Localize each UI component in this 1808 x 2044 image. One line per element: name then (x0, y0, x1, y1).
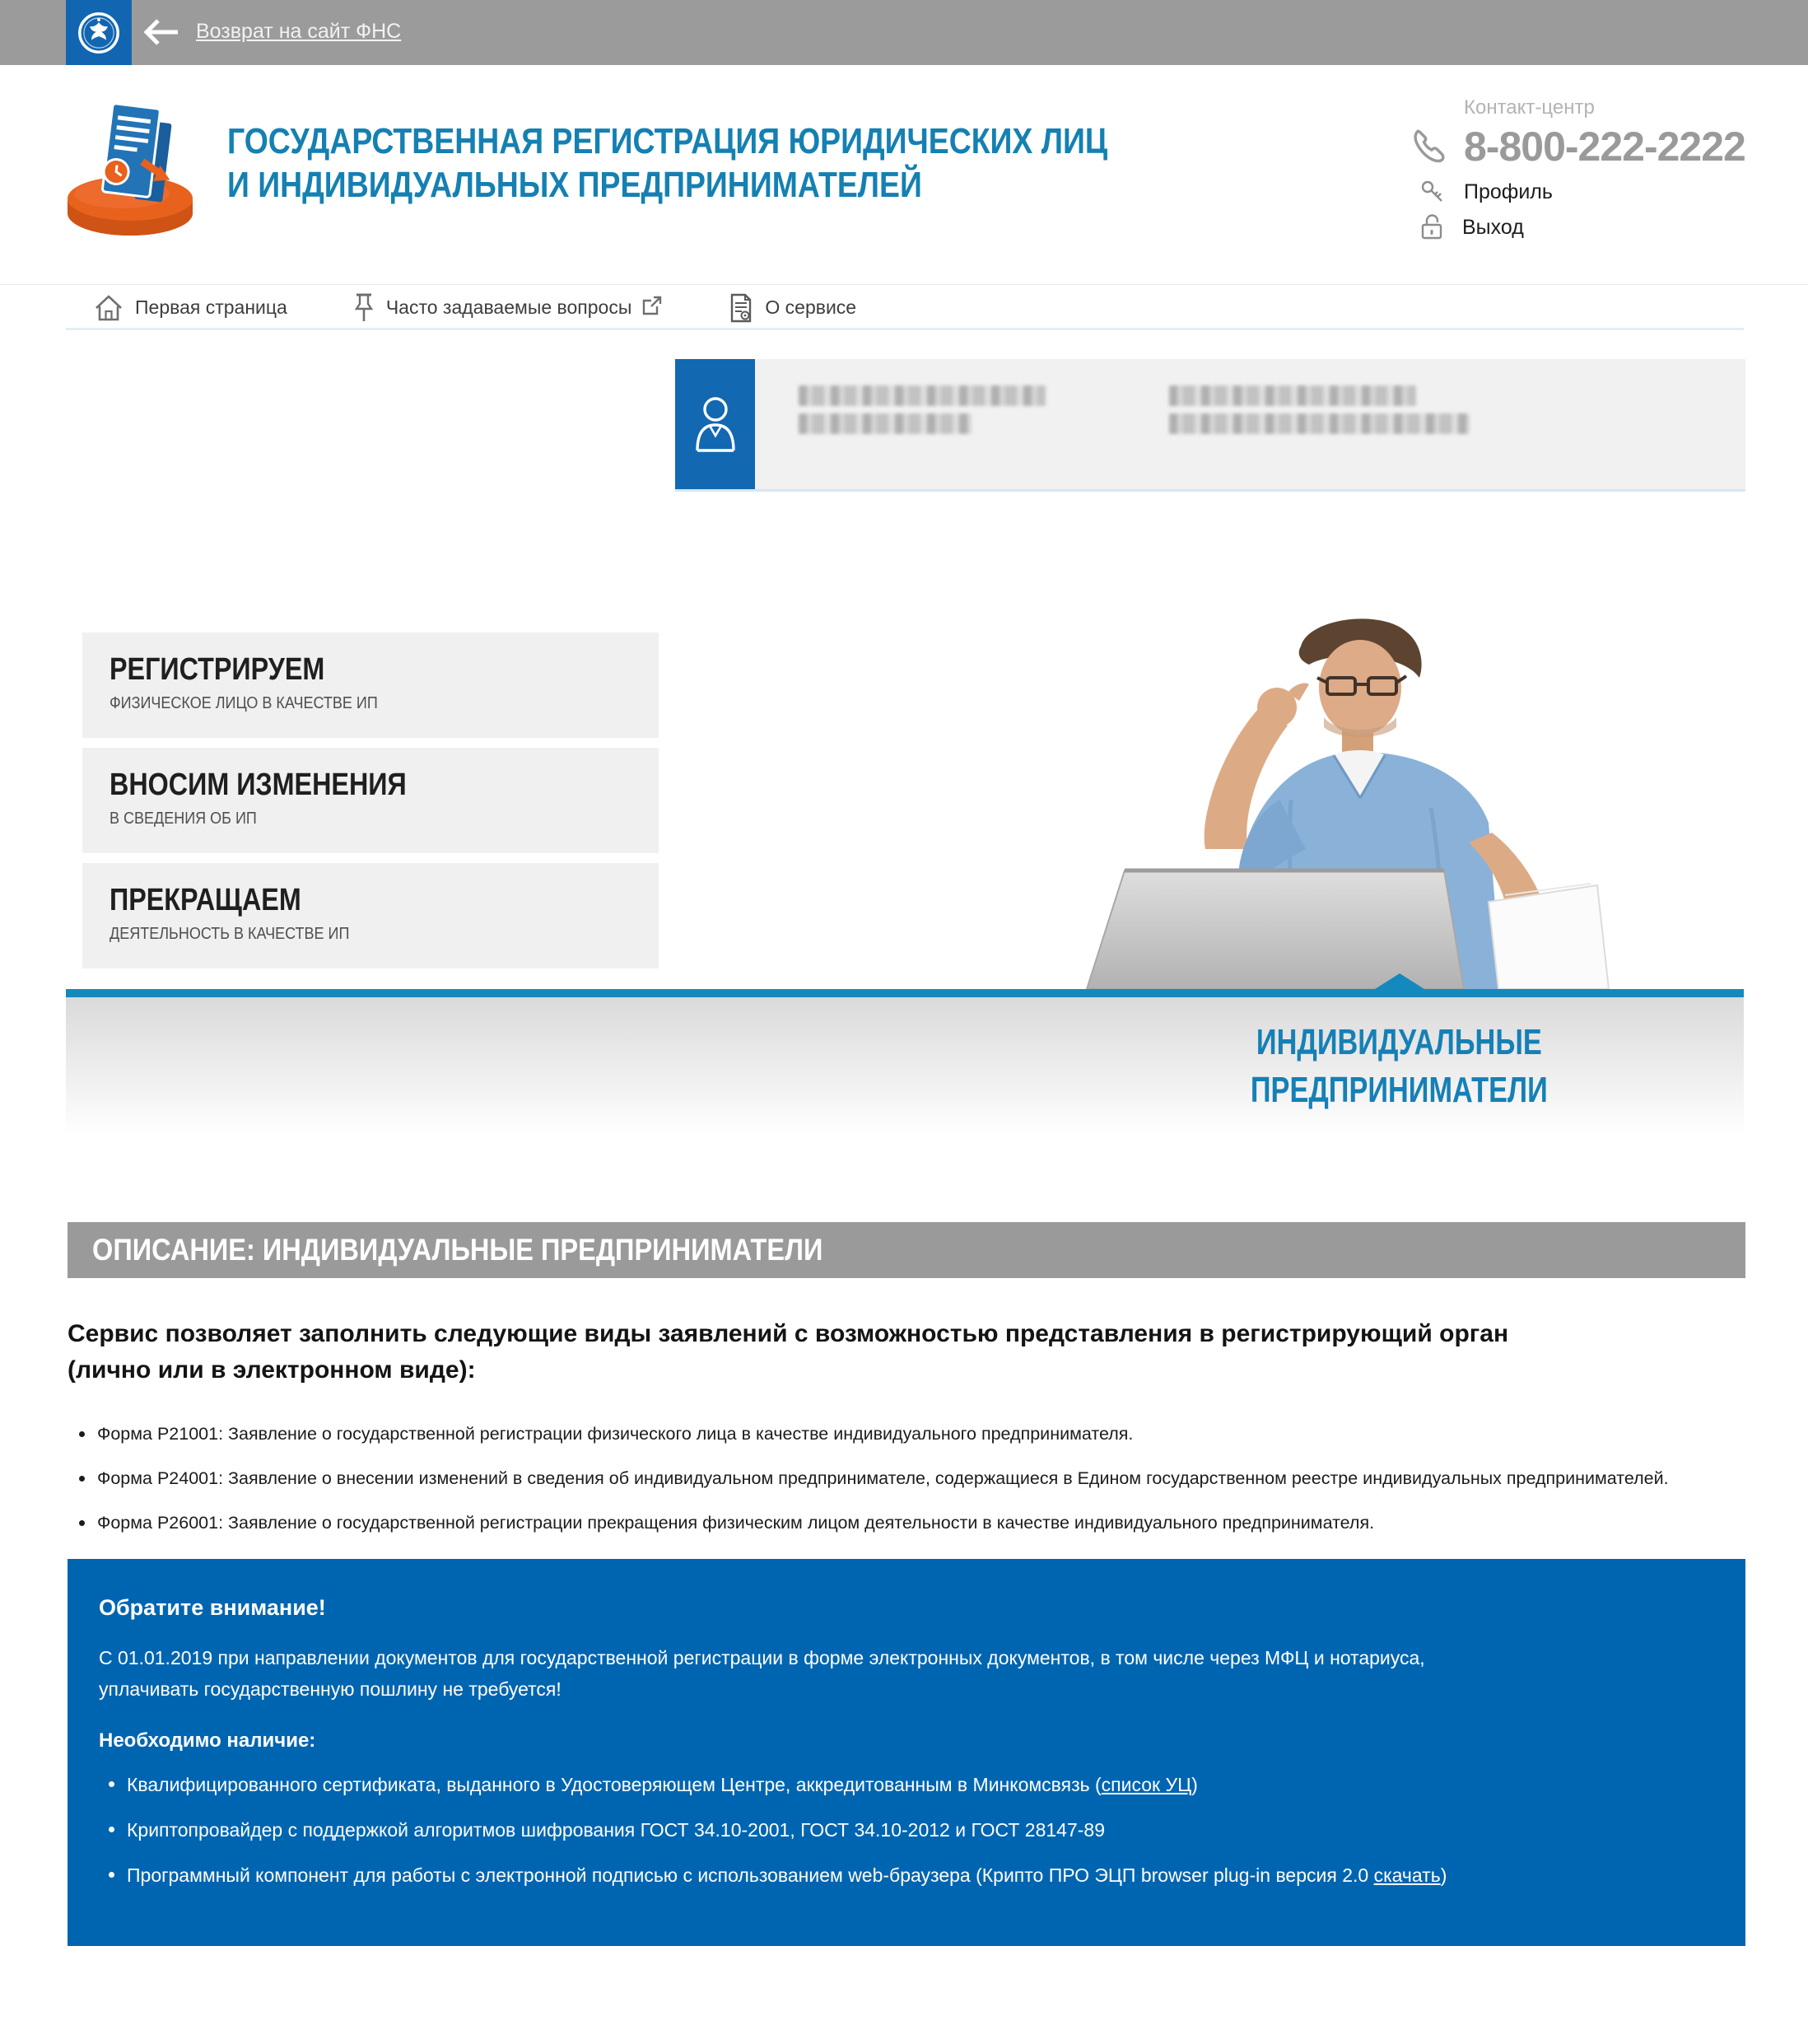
avatar (675, 359, 755, 489)
uc-list-link[interactable]: список УЦ (1101, 1774, 1192, 1795)
entrepreneur-photo (1044, 602, 1612, 989)
profile-link[interactable]: Профиль (1419, 179, 1755, 205)
back-arrow-icon[interactable] (142, 16, 179, 52)
redacted-user-email (1169, 413, 1470, 434)
contact-phone: 8-800-222-2222 (1464, 124, 1745, 170)
nav-first-page[interactable]: Первая страница (94, 294, 287, 322)
list-item: Форма Р21001: Заявление о государственной регистрации физического лица в качестве индивидуального предпринимателя. (68, 1421, 1681, 1447)
requirements-list (99, 1772, 1680, 1888)
lock-icon (1419, 213, 1444, 241)
return-to-fns-link[interactable]: Возврат на сайт ФНС (196, 20, 402, 43)
notice-subtitle: Необходимо наличие: (99, 1729, 316, 1752)
list-item: Криптопровайдер с поддержкой алгоритмов шифрования ГОСТ 34.10-2001, ГОСТ 34.10-2012 и ГОСТ 28147-89 (99, 1818, 1680, 1842)
nav-about-service[interactable]: О сервисе (729, 293, 856, 323)
banner-title: ИНДИВИДУАЛЬНЫЕ ПРЕДПРИНИМАТЕЛИ (1250, 1022, 1548, 1110)
fns-emblem (66, 0, 132, 65)
home-icon (94, 294, 123, 322)
banner-bar (66, 989, 1744, 997)
hero-section (0, 492, 1808, 1136)
logout-link[interactable]: Выход (1419, 213, 1755, 241)
description-heading: Сервис позволяет заполнить следующие виды заявлений с возможностью представления в регистрирующий орган (лично или в электронном виде): (68, 1320, 1509, 1384)
list-item: Квалифицированного сертификата, выданного в Удостоверяющем Центре, аккредитованным в Минкомсвязь (список УЦ) (99, 1772, 1680, 1797)
download-plugin-link[interactable]: скачать (1373, 1864, 1441, 1886)
forms-list (68, 1421, 1740, 1536)
action-register-ip[interactable]: РЕГИСТРИРУЕМ ФИЗИЧЕСКОЕ ЛИЦО В КАЧЕСТВЕ ИП (82, 632, 659, 738)
person-icon (692, 393, 739, 455)
nav-faq[interactable]: Часто задаваемые вопросы (353, 292, 664, 324)
action-terminate-ip[interactable]: ПРЕКРАЩАЕМ ДЕЯТЕЛЬНОСТЬ В КАЧЕСТВЕ ИП (82, 863, 659, 968)
document-gear-icon (729, 293, 753, 323)
key-icon (1419, 179, 1446, 205)
contact-block (1410, 96, 1755, 241)
fns-eagle-icon (75, 9, 123, 57)
user-info-body (755, 359, 1745, 489)
list-item: Форма Р26001: Заявление о государственной регистрации прекращения физическим лицом деятельности в качестве индивидуального предпринимателя. (68, 1510, 1681, 1536)
topbar (0, 0, 1808, 65)
site-header (0, 65, 1808, 284)
redacted-user-inn (1169, 385, 1416, 406)
contact-center-label: Контакт-центр (1464, 96, 1595, 119)
phone-icon (1410, 128, 1447, 166)
pushpin-icon (353, 292, 375, 324)
main-nav (0, 284, 1808, 330)
notice-title: Обратите внимание! (99, 1595, 326, 1620)
redacted-user-name (799, 385, 1046, 406)
service-logo (64, 91, 196, 244)
external-link-icon (641, 295, 663, 316)
list-item: Программный компонент для работы с электронной подписью с использованием web-браузера (Крипто ПРО ЭЦП browser plug-in версия 2.0 скачать) (99, 1863, 1680, 1888)
banner-notch (1375, 973, 1424, 989)
page-title: ГОСУДАРСТВЕННАЯ РЕГИСТРАЦИЯ ЮРИДИЧЕСКИХ ЛИЦ И ИНДИВИДУАЛЬНЫХ ПРЕДПРИНИМАТЕЛЕЙ (227, 121, 1108, 205)
action-change-ip[interactable]: ВНОСИМ ИЗМЕНЕНИЯ В СВЕДЕНИЯ ОБ ИП (82, 748, 659, 853)
user-info-box (675, 359, 1745, 492)
orange-disc-document-icon (64, 91, 196, 240)
notice-paragraph: С 01.01.2019 при направлении документов для государственной регистрации в форме электронных документов, в том числе через МФЦ и нотариуса, уплачивать государственную пошлину не требуется! (99, 1647, 1425, 1700)
description-bar: ОПИСАНИЕ: ИНДИВИДУАЛЬНЫЕ ПРЕДПРИНИМАТЕЛИ (68, 1222, 1745, 1278)
redacted-user-birthdate (799, 413, 972, 434)
notice-box (68, 1559, 1745, 1946)
user-info-section (0, 330, 1808, 492)
list-item: Форма Р24001: Заявление о внесении изменений в сведения об индивидуальном предпринимателе, содержащиеся в Едином государственном реестре индивидуальных предпринимателей. (68, 1466, 1681, 1491)
